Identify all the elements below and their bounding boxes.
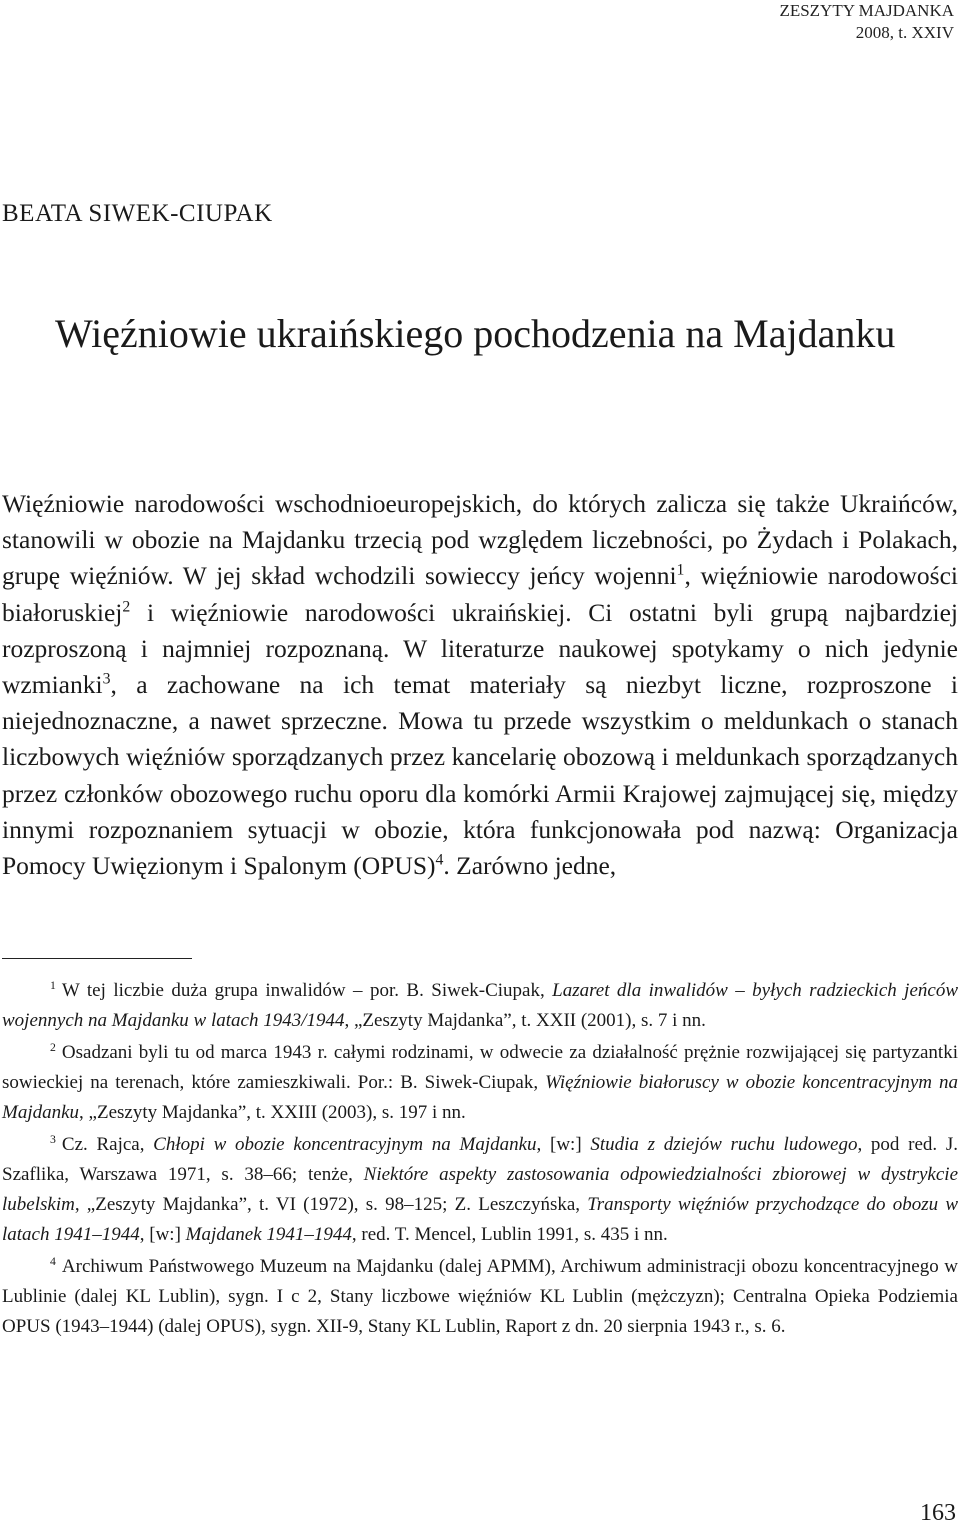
- footnote-number: 1: [50, 978, 56, 992]
- page-number: 163: [920, 1500, 956, 1526]
- footnote-number: 2: [50, 1040, 56, 1054]
- body-text-run: , a zachowane na ich temat materiały są niezbyt liczne, rozproszone i niejednoznaczne, a nawet sprzeczne. Mowa tu przede wszystkim o meldunkach o stanach liczbowych więźniów sporządzanych przez kancelarię obozową i meldunkach sporządzanych przez członków obozowego ruchu oporu dla komórki Armii Krajowej zajmującej się, między innymi rozpoznaniem sytuacji w obozie, która funkcjonowała pod nazwą: Organizacja Pomocy Uwięzionym i Spalonym (OPUS): [2, 670, 958, 881]
- running-header: [779, 0, 954, 44]
- footnote-divider: [2, 958, 192, 959]
- body-text: [2, 486, 958, 884]
- footnote-text: , „Zeszyty Majdanka”, t. VI (1972), s. 98–125; Z. Leszczyńska,: [74, 1194, 588, 1215]
- footnote-ref[interactable]: 2: [122, 598, 131, 616]
- footnote-text: , pod red. J. Szaflika, Warszawa 1971, s. 38–66; tenże,: [2, 1134, 958, 1185]
- body-text-run: i więźniowie narodowości ukraińskiej. Ci ostatni byli grupą najbardziej rozproszoną i najmniej rozpoznaną. W literaturze naukowej spotykamy o nich jedynie wzmianki: [2, 597, 958, 700]
- footnote-italic: Studia z dziejów ruchu ludowego: [590, 1134, 858, 1155]
- footnote-number: 4: [50, 1254, 56, 1268]
- footnote-italic: Majdanek 1941–1944: [185, 1224, 352, 1245]
- footnote-text: , [w:]: [536, 1134, 591, 1155]
- footnote-number: 3: [50, 1132, 56, 1146]
- footnote-italic: Lazaret dla inwalidów – byłych radzieckich jeńców wojennych na Majdanku w latach 1943/1944: [2, 980, 959, 1031]
- footnote-text: W tej liczbie duża grupa inwalidów – por. B. Siwek-Ciupak,: [61, 980, 553, 1001]
- body-text-run: Więźniowie narodowości wschodnioeuropejskich, do których zalicza się także Ukraińców, stanowili w obozie na Majdanku trzecią pod względem liczebności, po Żydach i Polakach, grupę więźniów. W jej skład wchodzili sowieccy jeńcy wojenni: [2, 489, 958, 591]
- journal-name: ZESZYTY MAJDANKA: [779, 1, 954, 20]
- body-text-run: , więźniowie narodowości białoruskiej: [2, 561, 959, 627]
- footnote-text: , red. T. Mencel, Lublin 1991, s. 435 i nn.: [351, 1224, 668, 1245]
- footnote-2: [2, 1038, 958, 1128]
- footnote-ref[interactable]: 1: [676, 561, 685, 579]
- footnote-text: , „Zeszyty Majdanka”, t. XXIII (2003), s. 197 i nn.: [79, 1102, 466, 1123]
- footnote-text: , [w:]: [139, 1224, 186, 1245]
- footnote-1: [2, 976, 958, 1036]
- footnote-text: Archiwum Państwowego Muzeum na Majdanku (dalej APMM), Archiwum administracji obozu koncentracyjnego w Lublinie (dalej KL Lublin), sygn. I c 2, Stany liczbowe więźniów KL Lublin (mężczyzn); Centralna Opieka Podziemia OPUS (1943–1944) (dalej OPUS), sygn. XII-9, Stany KL Lublin, Raport z dn. 20 sierpnia 1943 r., s. 6.: [2, 1256, 958, 1337]
- footnote-italic: Więźniowie białoruscy w obozie koncentracyjnym na Majdanku: [2, 1072, 959, 1123]
- footnote-italic: Transporty więźniów przychodzące do obozu w latach 1941–1944: [2, 1194, 958, 1245]
- footnote-ref[interactable]: 4: [435, 851, 444, 869]
- footnote-3: [2, 1130, 958, 1250]
- footnote-text: , „Zeszyty Majdanka”, t. XXII (2001), s. 7 i nn.: [344, 1010, 706, 1031]
- footnotes: [2, 976, 958, 1342]
- footnote-italic: Niektóre aspekty zastosowania odpowiedzialności zbiorowej w dystrykcie lubelskim: [2, 1164, 958, 1215]
- footnote-4: [2, 1252, 958, 1342]
- footnote-ref[interactable]: 3: [102, 670, 111, 688]
- body-text-run: . Zarówno jedne,: [443, 851, 617, 881]
- article-title: Więźniowie ukraińskiego pochodzenia na Majdanku: [55, 311, 896, 356]
- article-author: BEATA SIWEK-CIUPAK: [2, 200, 273, 227]
- footnote-italic: Chłopi w obozie koncentracyjnym na Majdanku: [153, 1134, 537, 1155]
- body-paragraph: [2, 486, 958, 884]
- footnote-text: Osadzani byli tu od marca 1943 r. całymi rodzinami, w odwecie za działalność prężnie rozwijającej się partyzantki sowieckiej na terenach, które zamieszkiwali. Por.: B. Siwek-Ciupak,: [2, 1042, 958, 1093]
- journal-volume: 2008, t. XXIV: [855, 23, 954, 42]
- footnote-text: Cz. Rajca,: [61, 1134, 154, 1155]
